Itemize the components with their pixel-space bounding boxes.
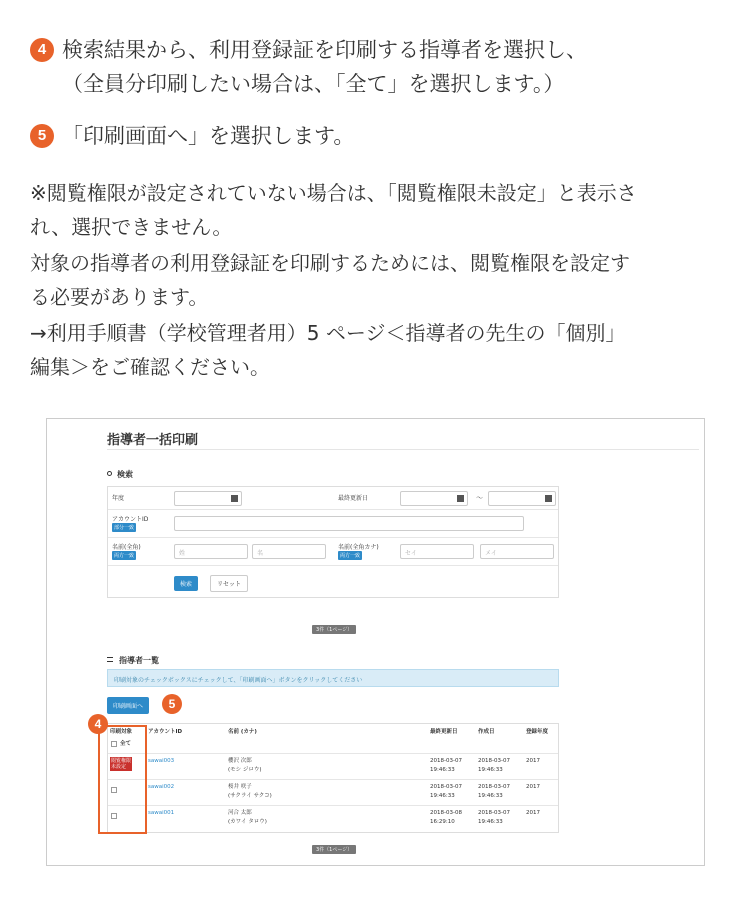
updated-from-input[interactable]	[400, 491, 468, 506]
updated-time: 19:46:33	[430, 767, 455, 773]
callout-4-badge: 4	[88, 714, 108, 734]
reg-year: 2017	[526, 810, 540, 816]
selection-highlight-box	[98, 725, 147, 834]
table-header	[108, 724, 558, 754]
info-notice: 印刷対象のチェックボックスにチェックして、「印刷画面へ」ボタンをクリックしてください	[107, 669, 559, 687]
created-time: 19:46:33	[478, 793, 503, 799]
header-created: 作成日	[478, 729, 495, 735]
name-label: 名前(全角)	[112, 544, 141, 551]
updated-to-input[interactable]	[488, 491, 556, 506]
created-time: 19:46:33	[478, 819, 503, 825]
pager-top: 3件（1ページ）	[312, 625, 356, 634]
both-match-tag-kana: 両方一致	[340, 553, 361, 559]
last-name-input[interactable]: 姓	[174, 544, 248, 559]
updated-date: 2018-03-07	[430, 784, 462, 790]
teacher-name: 河合 太郎	[228, 810, 252, 816]
step-4-line-1: 検索結果から、利用登録証を印刷する指導者を選択し、	[62, 38, 587, 62]
account-label: アカウントID	[112, 516, 149, 523]
header-account: アカウントID	[148, 729, 183, 735]
calendar-icon[interactable]	[231, 495, 238, 502]
teacher-name: 櫻沢 次郎	[228, 758, 252, 764]
calendar-icon[interactable]	[457, 495, 464, 502]
teacher-kana: (モシ ジロウ)	[228, 767, 262, 773]
created-date: 2018-03-07	[478, 810, 510, 816]
teacher-name: 桜井 咲子	[228, 784, 252, 790]
note-line-2: れ、選択できません。	[30, 215, 233, 239]
search-row-account	[108, 510, 558, 538]
table-row	[108, 806, 558, 832]
calendar-icon[interactable]	[545, 495, 552, 502]
note-line-3: 対象の指導者の利用登録証を印刷するためには、閲覧権限を設定す	[30, 251, 630, 275]
account-link[interactable]: sawai003	[148, 758, 175, 764]
note-line-5: →利用手順書（学校管理者用）5 ページ＜指導者の先生の「個別」	[30, 321, 626, 345]
step-5-text: 「印刷画面へ」を選択します。	[62, 124, 355, 148]
table-row	[108, 754, 558, 780]
teacher-kana: (サクライ サクコ)	[228, 793, 272, 799]
year-label: 年度	[112, 495, 125, 502]
callout-5-badge: 5	[162, 694, 182, 714]
header-year: 登録年度	[526, 729, 549, 735]
created-date: 2018-03-07	[478, 758, 510, 764]
account-id-input[interactable]	[174, 516, 524, 531]
account-link[interactable]: sawai001	[148, 810, 175, 816]
list-icon	[107, 657, 113, 662]
reset-button[interactable]: リセット	[210, 575, 248, 592]
results-table	[107, 723, 559, 833]
print-screen-button[interactable]: 印刷画面へ	[107, 697, 149, 714]
table-row	[108, 780, 558, 806]
note-line-4: る必要があります。	[30, 285, 209, 309]
list-section-heading: 指導者一覧	[119, 656, 159, 665]
step-4-line-2: （全員分印刷したい場合は、「全て」を選択します。）	[62, 72, 565, 96]
updated-label: 最終更新日	[338, 495, 369, 502]
name-kana-label: 名前(全角カナ)	[338, 544, 379, 551]
updated-time: 16:29:10	[430, 819, 455, 825]
search-button[interactable]: 検索	[174, 576, 198, 591]
range-tilde: 〜	[476, 494, 483, 502]
teacher-kana: (カワイ タロウ)	[228, 819, 267, 825]
first-name-input[interactable]: 名	[252, 544, 326, 559]
first-name-kana-input[interactable]: メイ	[480, 544, 554, 559]
page-title: 指導者一括印刷	[107, 433, 199, 448]
search-section-heading: 検索	[117, 470, 133, 479]
last-name-kana-input[interactable]: セイ	[400, 544, 474, 559]
step-5-badge: 5	[30, 124, 54, 148]
partial-match-tag: 部分一致	[114, 525, 135, 531]
title-divider	[107, 449, 699, 450]
both-match-tag: 両方一致	[114, 553, 135, 559]
year-input[interactable]	[174, 491, 242, 506]
search-icon	[107, 471, 112, 476]
reg-year: 2017	[526, 784, 540, 790]
header-all: 全て	[120, 741, 132, 747]
updated-date: 2018-03-07	[430, 758, 462, 764]
reg-year: 2017	[526, 758, 540, 764]
updated-time: 19:46:33	[430, 793, 455, 799]
header-updated: 最終更新日	[430, 729, 458, 735]
header-target: 印刷対象	[110, 729, 133, 735]
pager-bottom: 3件（1ページ）	[312, 845, 356, 854]
no-permission-badge: 閲覧権限 未設定	[111, 758, 132, 770]
header-name: 名前 (カナ)	[228, 729, 257, 735]
created-time: 19:46:33	[478, 767, 503, 773]
account-link[interactable]: sawai002	[148, 784, 175, 790]
search-form	[107, 486, 559, 598]
created-date: 2018-03-07	[478, 784, 510, 790]
search-row-year	[108, 487, 558, 510]
note-line-6: 編集＞をご確認ください。	[30, 355, 270, 379]
step-4-badge: 4	[30, 38, 54, 62]
updated-date: 2018-03-08	[430, 810, 462, 816]
search-row-name	[108, 538, 558, 566]
note-line-1: ※閲覧権限が設定されていない場合は、「閲覧権限未設定」と表示さ	[30, 181, 637, 205]
